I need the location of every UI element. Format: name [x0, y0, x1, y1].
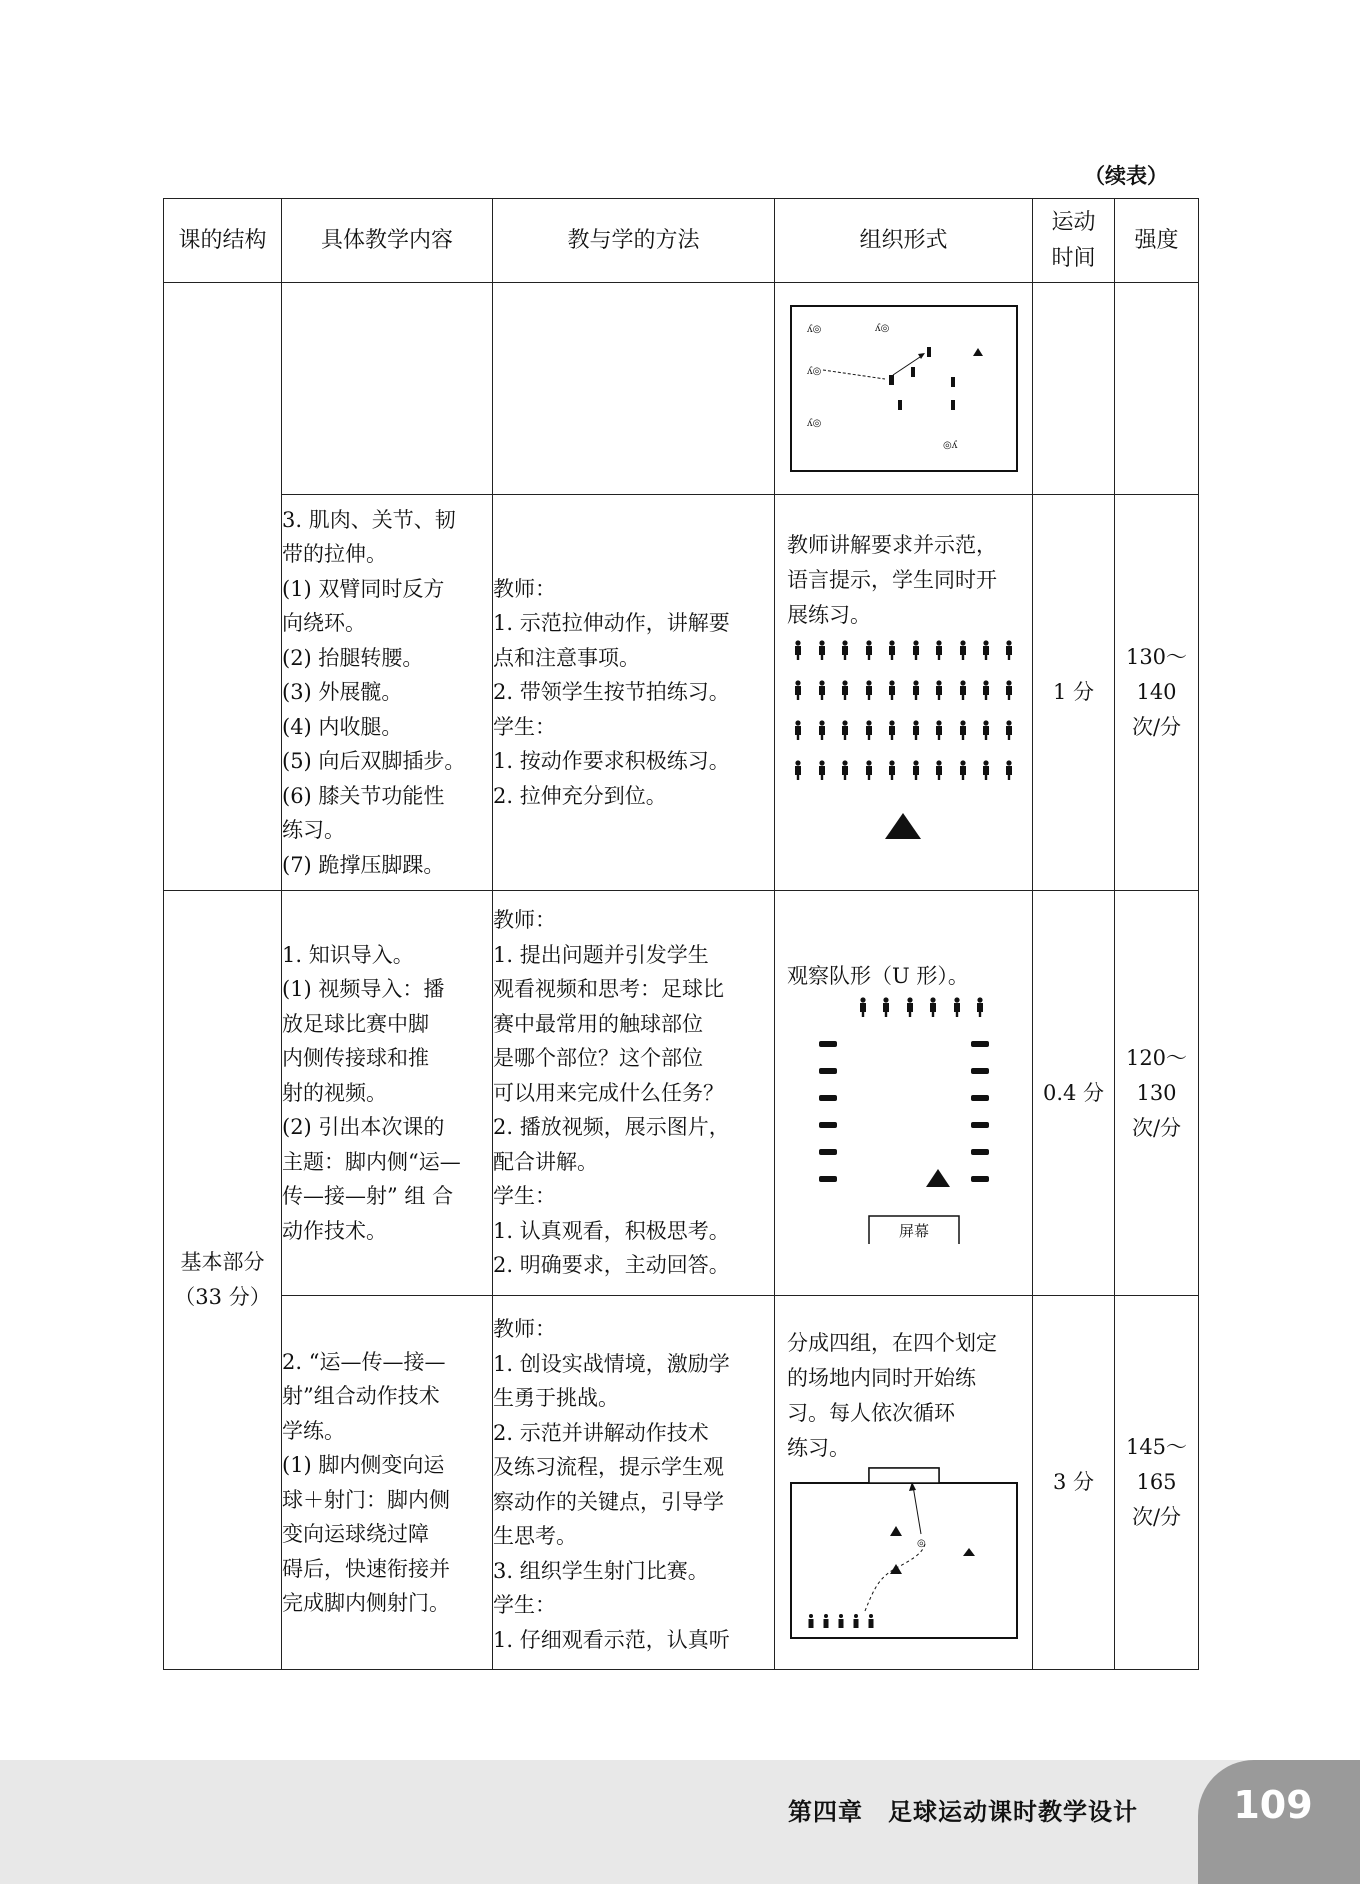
- header-organization: 组织形式: [775, 199, 1033, 283]
- svg-text:ʎ◎: ʎ◎: [807, 324, 822, 335]
- student-icon: [960, 760, 966, 780]
- student-icon: [907, 997, 913, 1017]
- chapter-title: 第四章 足球运动课时教学设计: [788, 1798, 1138, 1826]
- student-icon: [936, 760, 942, 780]
- row2-content-line: (6) 膝关节功能性: [282, 783, 445, 808]
- row4-content-line: 变向运球绕过障: [282, 1522, 429, 1546]
- student-icon: [866, 680, 872, 700]
- svg-text:◎ʎ: ◎ʎ: [943, 440, 958, 451]
- header-content: 具体教学内容: [282, 199, 493, 283]
- row3-method: [493, 891, 775, 1296]
- row3-content-line: 传—接—射” 组 合: [282, 1184, 454, 1209]
- student-icon: [842, 640, 848, 660]
- student-icon: [913, 640, 919, 660]
- row4-content: [282, 1296, 493, 1670]
- row3-method-line: 1. 提出问题并引发学生: [493, 942, 709, 967]
- row1-intensity: [1115, 283, 1199, 495]
- row3-org-line: 观察队形（U 形）。: [787, 964, 969, 988]
- student-icon: [883, 997, 889, 1017]
- student-body: [839, 1619, 844, 1628]
- student-icon: [795, 640, 801, 660]
- section-duration: （33 分）: [174, 1285, 271, 1309]
- row2-content: [282, 495, 493, 891]
- teacher-triangle: [926, 1169, 950, 1187]
- row3-method-line: 配合讲解。: [493, 1149, 598, 1174]
- student-icon: [930, 997, 936, 1017]
- row-knowledge-intro: [164, 891, 1199, 1296]
- student-icon: [977, 997, 983, 1017]
- row4-method-line: 及练习流程，提示学生观: [493, 1455, 724, 1479]
- student-icon: [824, 1614, 828, 1618]
- student-icon: [1006, 760, 1012, 780]
- row3-method-line: 教师：: [493, 908, 556, 933]
- header-structure: 课的结构: [164, 199, 282, 283]
- row2-content-line: (4) 内收腿。: [282, 714, 403, 739]
- row2-org-line: 语言提示，学生同时开: [787, 568, 997, 592]
- row3-content-line: 射的视频。: [282, 1080, 387, 1105]
- row2-method-line: 教师：: [493, 576, 556, 601]
- student-icon: [983, 720, 989, 740]
- student-icon: [889, 760, 895, 780]
- student-body: [809, 1619, 814, 1628]
- student-icon: [819, 720, 825, 740]
- row2-content-line: 向绕环。: [282, 611, 366, 636]
- row3-content: [282, 891, 493, 1296]
- row2-method-line: 1. 按动作要求积极练习。: [493, 749, 730, 774]
- student-icon: [971, 1122, 989, 1128]
- row4-method-line: 学生：: [493, 1593, 556, 1617]
- row2-org-line: 教师讲解要求并示范，: [787, 533, 997, 557]
- row4-method-line: 生勇于挑战。: [493, 1386, 619, 1410]
- header-row: [164, 199, 1199, 283]
- row2-organization: [775, 495, 1033, 891]
- row-continuation: [164, 283, 1199, 495]
- row2-content-line: 练习。: [282, 818, 345, 843]
- student-icon: [1006, 640, 1012, 660]
- row4-time: 3 分: [1033, 1296, 1115, 1670]
- row2-content-line: 3. 肌肉、关节、韧: [282, 507, 456, 532]
- row3-method-line: 1. 认真观看，积极思考。: [493, 1218, 730, 1243]
- student-icon: [889, 640, 895, 660]
- intensity-line: 130～: [1125, 645, 1188, 669]
- student-icon: [983, 640, 989, 660]
- row2-time: 1 分: [1033, 495, 1115, 891]
- row3-content-line: (2) 引出本次课的: [282, 1115, 445, 1140]
- row2-method-line: 1. 示范拉伸动作，讲解要: [493, 611, 730, 636]
- svg-text:ʎ◎: ʎ◎: [875, 323, 890, 334]
- row3-method-line: 2. 播放视频，展示图片，: [493, 1115, 730, 1140]
- svg-text:ʎ◎: ʎ◎: [807, 366, 822, 377]
- header-method: 教与学的方法: [493, 199, 775, 283]
- intensity-line: 145～: [1125, 1435, 1188, 1459]
- student-body: [824, 1619, 829, 1628]
- row1-time: [1033, 283, 1115, 495]
- student-icon: [819, 1041, 837, 1047]
- row4-method: [493, 1296, 775, 1670]
- row3-organization: [775, 891, 1033, 1296]
- row4-org-line: 分成四组，在四个划定: [787, 1331, 997, 1355]
- row2-method-line: 2. 拉伸充分到位。: [493, 783, 667, 808]
- intensity-line: 140: [1136, 680, 1177, 704]
- student-icon: [983, 680, 989, 700]
- student-icon: [913, 760, 919, 780]
- row2-method-line: 2. 带领学生按节拍练习。: [493, 680, 730, 705]
- row3-method-line: 观看视频和思考：足球比: [493, 977, 724, 1002]
- student-icon: [860, 997, 866, 1017]
- u-formation-diagram: [775, 994, 1033, 1244]
- row4-content-line: 2. “运—传—接—: [282, 1349, 446, 1374]
- screen-label: 屏幕: [898, 1222, 930, 1240]
- student-icon: [819, 1176, 837, 1182]
- row2-content-line: (2) 抬腿转腰。: [282, 645, 424, 670]
- student-icon: [819, 1095, 837, 1101]
- row3-content-line: 主题：脚内侧“运—: [282, 1149, 461, 1174]
- row1-organization: [775, 283, 1033, 495]
- student-icon: [842, 720, 848, 740]
- stretching-formation-diagram: [775, 633, 1033, 853]
- structure-cell-basic: [164, 891, 282, 1670]
- student-icon: [866, 760, 872, 780]
- row4-org-line: 练习。: [787, 1436, 850, 1460]
- student-icon: [819, 640, 825, 660]
- passing-drill-diagram: [775, 283, 1033, 494]
- student-icon: [819, 1068, 837, 1074]
- row3-method-line: 可以用来完成什么任务？: [493, 1080, 724, 1105]
- student-icon: [819, 1149, 837, 1155]
- row3-intensity: [1115, 891, 1199, 1296]
- row4-method-line: 2. 示范并讲解动作技术: [493, 1420, 709, 1445]
- svg-text:◎: ◎: [917, 1538, 926, 1549]
- row2-method-line: 学生：: [493, 714, 556, 739]
- student-icon: [983, 760, 989, 780]
- row4-content-line: (1) 脚内侧变向运: [282, 1453, 445, 1477]
- header-time: 运动 时间: [1033, 199, 1115, 283]
- row-stretching: [164, 495, 1199, 891]
- student-icon: [839, 1614, 843, 1618]
- row3-time: 0.4 分: [1033, 891, 1115, 1296]
- row2-org-line: 展练习。: [787, 603, 871, 627]
- student-icon: [960, 680, 966, 700]
- student-icon: [1006, 680, 1012, 700]
- student-icon: [809, 1614, 813, 1618]
- lesson-plan-table: [163, 198, 1199, 1670]
- student-icon: [913, 680, 919, 700]
- row2-method: [493, 495, 775, 891]
- row3-content-line: 放足球比赛中脚: [282, 1011, 429, 1036]
- student-icon: [819, 680, 825, 700]
- row2-content-line: (5) 向后双脚插步。: [282, 749, 466, 774]
- student-icon: [1006, 720, 1012, 740]
- row4-organization: [775, 1296, 1033, 1670]
- student-body: [854, 1619, 859, 1628]
- student-icon: [971, 1068, 989, 1074]
- student-icon: [960, 640, 966, 660]
- student-icon: [854, 1614, 858, 1618]
- student-icon: [889, 720, 895, 740]
- row3-content-line: 内侧传接球和推: [282, 1046, 429, 1071]
- intensity-line: 次/分: [1131, 1505, 1182, 1529]
- row3-content-line: 动作技术。: [282, 1218, 387, 1243]
- row3-method-line: 赛中最常用的触球部位: [493, 1011, 703, 1036]
- row2-content-line: (3) 外展髋。: [282, 680, 403, 705]
- row1-content: [282, 283, 493, 495]
- row4-method-line: 教师：: [493, 1317, 556, 1341]
- student-icon: [971, 1176, 989, 1182]
- student-icon: [936, 640, 942, 660]
- row3-method-line: 是哪个部位？这个部位: [493, 1046, 703, 1071]
- row3-method-line: 学生：: [493, 1184, 556, 1209]
- row4-org-line: 习。每人依次循环: [787, 1401, 955, 1425]
- student-icon: [819, 760, 825, 780]
- student-icon: [889, 680, 895, 700]
- student-icon: [971, 1095, 989, 1101]
- intensity-line: 次/分: [1131, 1115, 1182, 1140]
- header-intensity: 强度: [1115, 199, 1199, 283]
- row2-content-line: (1) 双臂同时反方: [282, 576, 445, 601]
- section-name: 基本部分: [180, 1250, 265, 1274]
- row4-method-line: 生思考。: [493, 1524, 577, 1548]
- row4-content-line: 球＋射门：脚内侧: [282, 1487, 450, 1512]
- row3-method-line: 2. 明确要求，主动回答。: [493, 1253, 730, 1278]
- footer-band: [0, 1760, 1360, 1884]
- row3-content-line: (1) 视频导入：播: [282, 977, 445, 1002]
- continued-label: （续表）: [1084, 164, 1168, 188]
- row4-method-line: 1. 创设实战情境，激励学: [493, 1351, 730, 1376]
- intensity-line: 120～: [1125, 1045, 1188, 1070]
- student-icon: [795, 720, 801, 740]
- row2-method-line: 点和注意事项。: [493, 645, 640, 670]
- row3-content-line: 1. 知识导入。: [282, 942, 414, 967]
- row4-method-line: 1. 仔细观看示范，认真听: [493, 1627, 730, 1652]
- student-icon: [960, 720, 966, 740]
- row4-method-line: 察动作的关键点，引导学: [493, 1489, 724, 1514]
- student-icon: [866, 640, 872, 660]
- student-icon: [869, 1614, 873, 1618]
- row2-content-line: 带的拉伸。: [282, 542, 387, 567]
- row2-content-line: (7) 跪撑压脚踝。: [282, 852, 445, 877]
- student-icon: [971, 1149, 989, 1155]
- student-icon: [971, 1041, 989, 1047]
- student-icon: [819, 1122, 837, 1128]
- row4-content-line: 学练。: [282, 1418, 345, 1443]
- page-number: 109: [1233, 1783, 1313, 1827]
- student-icon: [913, 720, 919, 740]
- teacher-triangle: [885, 813, 921, 839]
- row4-intensity: [1115, 1296, 1199, 1670]
- intensity-line: 次/分: [1131, 715, 1182, 739]
- student-body: [869, 1619, 874, 1628]
- row4-content-line: 射”组合动作技术: [282, 1384, 440, 1408]
- row4-content-line: 完成脚内侧射门。: [282, 1591, 450, 1615]
- row1-method: [493, 283, 775, 495]
- intensity-line: 165: [1136, 1470, 1177, 1494]
- row4-content-line: 碍后，快速衔接并: [282, 1556, 450, 1581]
- student-icon: [866, 720, 872, 740]
- row-combination-technique: [164, 1296, 1199, 1670]
- student-icon: [954, 997, 960, 1017]
- student-icon: [842, 760, 848, 780]
- shooting-drill-diagram: [775, 1466, 1033, 1644]
- row4-org-line: 的场地内同时开始练: [787, 1366, 976, 1390]
- intensity-line: 130: [1136, 1080, 1177, 1105]
- structure-cell-prep: [164, 283, 282, 891]
- student-icon: [795, 760, 801, 780]
- row2-intensity: [1115, 495, 1199, 891]
- row4-method-line: 3. 组织学生射门比赛。: [493, 1558, 709, 1583]
- student-icon: [842, 680, 848, 700]
- student-icon: [795, 680, 801, 700]
- student-icon: [936, 720, 942, 740]
- svg-text:ʎ◎: ʎ◎: [807, 418, 822, 429]
- student-icon: [936, 680, 942, 700]
